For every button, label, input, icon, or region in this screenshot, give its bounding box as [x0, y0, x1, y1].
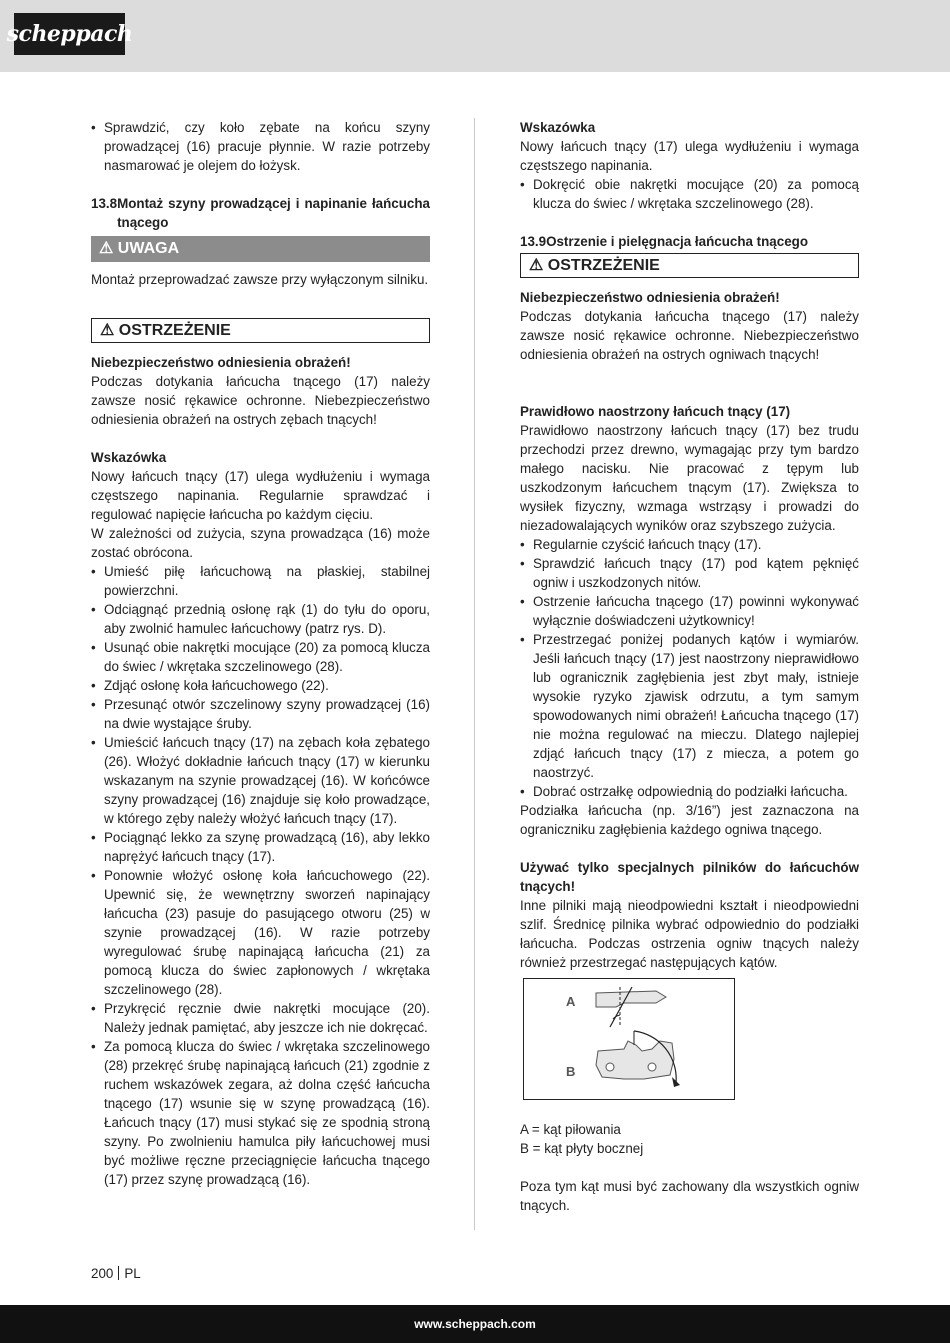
chain-angle-figure — [523, 978, 735, 1100]
note-title: Wskazówka — [520, 120, 596, 135]
list-item: • Umieścić łańcuch tnący (17) na zębach koła zębatego (26). Włożyć dokładnie łańcuch tnący (17) w kierunku wskazanym na szynie prowadzącej (16). W końcówce szyny prowadzącej (16) znajduje się koło prowadzące, w którego zęby należy włożyć łańcuch tnący (17). — [91, 733, 430, 828]
warning-box — [520, 253, 859, 278]
page-header — [0, 0, 950, 72]
chain-angle-diagram — [524, 979, 734, 1099]
section-number: 13.9 — [520, 234, 547, 249]
caution-label: UWAGA — [117, 240, 180, 257]
caution-text: Montaż przeprowadzać zawsze przy wyłączonym silniku. — [91, 272, 429, 287]
website-link[interactable]: www.scheppach.com — [414, 1317, 536, 1331]
list-item: • Regularnie czyścić łańcuch tnący (17). — [520, 535, 859, 554]
list-item: • Przykręcić ręcznie dwie nakrętki mocujące (20). Należy jednak pamiętać, aby jeszcze ich nie dokręcać. — [91, 999, 430, 1037]
sharp-text: Prawidłowo naostrzony łańcuch tnący (17) bez trudu przechodzi przez drewno, wymagając przy tym bardzo małego nacisku. Nie pracować z tępym lub uszkodzonym łańcuchem tnącym (17). Zwiększa to wysiłek fizyczny, wzmaga wstrząsy i prowadzi do niezadowalających wyników oraz szybszego zużycia. — [520, 423, 859, 533]
section-number: 13.8 — [91, 196, 118, 211]
list-item: • Przestrzegać poniżej podanych kątów i wymiarów. Jeśli łańcuch tnący (17) jest naostrzony nieprawidłowo lub ogranicznik zagłębienia jest zbyt mały, istnieje wysokie ryzyko zjawisk odrzutu, a tym samym spowodowanych nimi obrażeń! Łańcucha tnącego (17) nie można regulować na mieczu. Dlatego najlepiej zdjąć łańcuch tnący (17) z miecza, a potem go naostrzyć. — [520, 630, 859, 782]
list-item: • Dokręcić obie nakrętki mocujące (20) za pomocą klucza do świec / wkrętaka szczelinowego (28). — [520, 175, 859, 213]
list-item: • Sprawdzić łańcuch tnący (17) pod kątem pęknięć ogniw i uszkodzonych nitów. — [520, 554, 859, 592]
list-item: • Umieść piłę łańcuchową na płaskiej, stabilnej powierzchni. — [91, 562, 430, 600]
caution-box — [91, 236, 430, 262]
list-item: • Odciągnąć przednią osłonę rąk (1) do tyłu do oporu, aby zwolnić hamulec łańcuchowy (patrz rys. D). — [91, 600, 430, 638]
page-number — [91, 1266, 141, 1281]
section-title: Ostrzenie i pielęgnacja łańcucha tnącego — [546, 234, 809, 249]
final-text: Poza tym kąt musi być zachowany dla wszystkich ogniw tnących. — [520, 1179, 859, 1213]
note-text-2: W zależności od zużycia, szyna prowadząca (16) może zostać obrócona. — [91, 526, 430, 560]
intro-list — [91, 118, 430, 175]
left-column — [91, 118, 430, 1189]
note-text: Nowy łańcuch tnący (17) ulega wydłużeniu i wymaga częstszego napinania. Regularnie sprawdzać i regulować napięcie łańcucha po każdym cięciu. — [91, 469, 430, 522]
warning-triangle-icon: ⚠ — [100, 322, 115, 339]
column-divider — [474, 118, 475, 1230]
caption-b: B = kąt płyty bocznej — [520, 1141, 644, 1156]
label-a: A — [566, 994, 576, 1009]
danger-text: Podczas dotykania łańcucha tnącego (17) należy zawsze nosić rękawice ochronne. Niebezpieczeństwo odniesienia obrażeń na ostrych zębach tnących! — [91, 374, 430, 427]
list-item: • Zdjąć osłonę koła łańcuchowego (22). — [91, 676, 430, 695]
footer-bar — [0, 1305, 950, 1343]
right-column — [520, 118, 859, 1215]
list-item: • Pociągnąć lekko za szynę prowadzącą (16), aby lekko naprężyć łańcuch tnący (17). — [91, 828, 430, 866]
brand-logo: scheppach — [14, 13, 125, 55]
files-text: Inne pilniki mają nieodpowiedni kształt i nieodpowiedni szlif. Średnicę pilnika wybrać odpowiednio do podziałki łańcucha. Podczas ostrzenia ogniw tnących należy również przestrzegać następujących kątów. — [520, 898, 859, 970]
list-item: • Usunąć obie nakrętki mocujące (20) za pomocą klucza do świec / wkrętaka szczelinowego (28). — [91, 638, 430, 676]
note-text: Nowy łańcuch tnący (17) ulega wydłużeniu i wymaga częstszego napinania. — [520, 139, 859, 173]
page-separator — [118, 1266, 119, 1280]
list-item: • Sprawdzić, czy koło zębate na końcu szyny prowadzącej (16) pracuje płynnie. W razie potrzeby nasmarować je olejem do łożysk. — [91, 118, 430, 175]
note-title: Wskazówka — [91, 450, 167, 465]
section-heading — [91, 194, 430, 232]
section-title: Montaż szyny prowadzącej i napinanie łańcucha tnącego — [117, 196, 430, 230]
steps-list — [91, 562, 430, 1189]
sharp-list — [520, 535, 859, 801]
warning-box — [91, 318, 430, 343]
warning-triangle-icon: ⚠ — [99, 240, 114, 257]
warning-label: OSTRZEŻENIE — [547, 257, 660, 274]
sharp-title: Prawidłowo naostrzony łańcuch tnący (17) — [520, 404, 791, 419]
section-heading — [520, 232, 859, 251]
note-list — [520, 175, 859, 213]
list-item: • Ponownie włożyć osłonę koła łańcuchowego (22). Upewnić się, że wewnętrzny sworzeń napinający łańcucha (23) pasuje do pasującego otworu (25) w szynie prowadzącej (16). W razie potrzeby wyregulować śrubę napinającą łańcucha (21) za pomocą klucza do świec zapłonowych / wkrętaka szczelinowego (28). — [91, 866, 430, 999]
list-item: • Przesunąć otwór szczelinowy szyny prowadzącej (16) na dwie wystające śruby. — [91, 695, 430, 733]
label-b: B — [566, 1064, 576, 1079]
pitch-text: Podziałka łańcucha (np. 3/16”) jest zaznaczona na ograniczniku zagłębienia każdego ogniwa tnącego. — [520, 803, 859, 837]
page-language: PL — [124, 1266, 141, 1281]
danger-text: Podczas dotykania łańcucha tnącego (17) należy zawsze nosić rękawice ochronne. Niebezpieczeństwo odniesienia obrażeń na ostrych ogniwach tnących! — [520, 309, 859, 362]
warning-label: OSTRZEŻENIE — [118, 322, 231, 339]
list-item: • Dobrać ostrzałkę odpowiednią do podziałki łańcucha. — [520, 782, 859, 801]
list-item: • Ostrzenie łańcucha tnącego (17) powinni wykonywać wyłącznie doświadczeni użytkownicy! — [520, 592, 859, 630]
danger-title: Niebezpieczeństwo odniesienia obrażeń! — [91, 355, 351, 370]
files-title: Używać tylko specjalnych pilników do łańcuchów tnących! — [520, 860, 859, 894]
danger-title: Niebezpieczeństwo odniesienia obrażeń! — [520, 290, 780, 305]
list-item: • Za pomocą klucza do świec / wkrętaka szczelinowego (28) przekręć śrubę napinającą łańcuch (21) zgodnie z ruchem wskazówek zegara, aż dolna część łańcucha tnącego (17) wsunie się w szynę prowadzącą (16). Łańcuch tnący (17) musi stykać się ze spodnią stroną szyny. Po zwolnieniu hamulca piły łańcuchowej musi być możliwe ręczne przeciągnięcie łańcucha tnącego (17) przez szynę prowadzącą (16). — [91, 1037, 430, 1189]
page-number-value: 200 — [91, 1266, 114, 1281]
caption-a: A = kąt piłowania — [520, 1122, 621, 1137]
warning-triangle-icon: ⚠ — [529, 257, 544, 274]
